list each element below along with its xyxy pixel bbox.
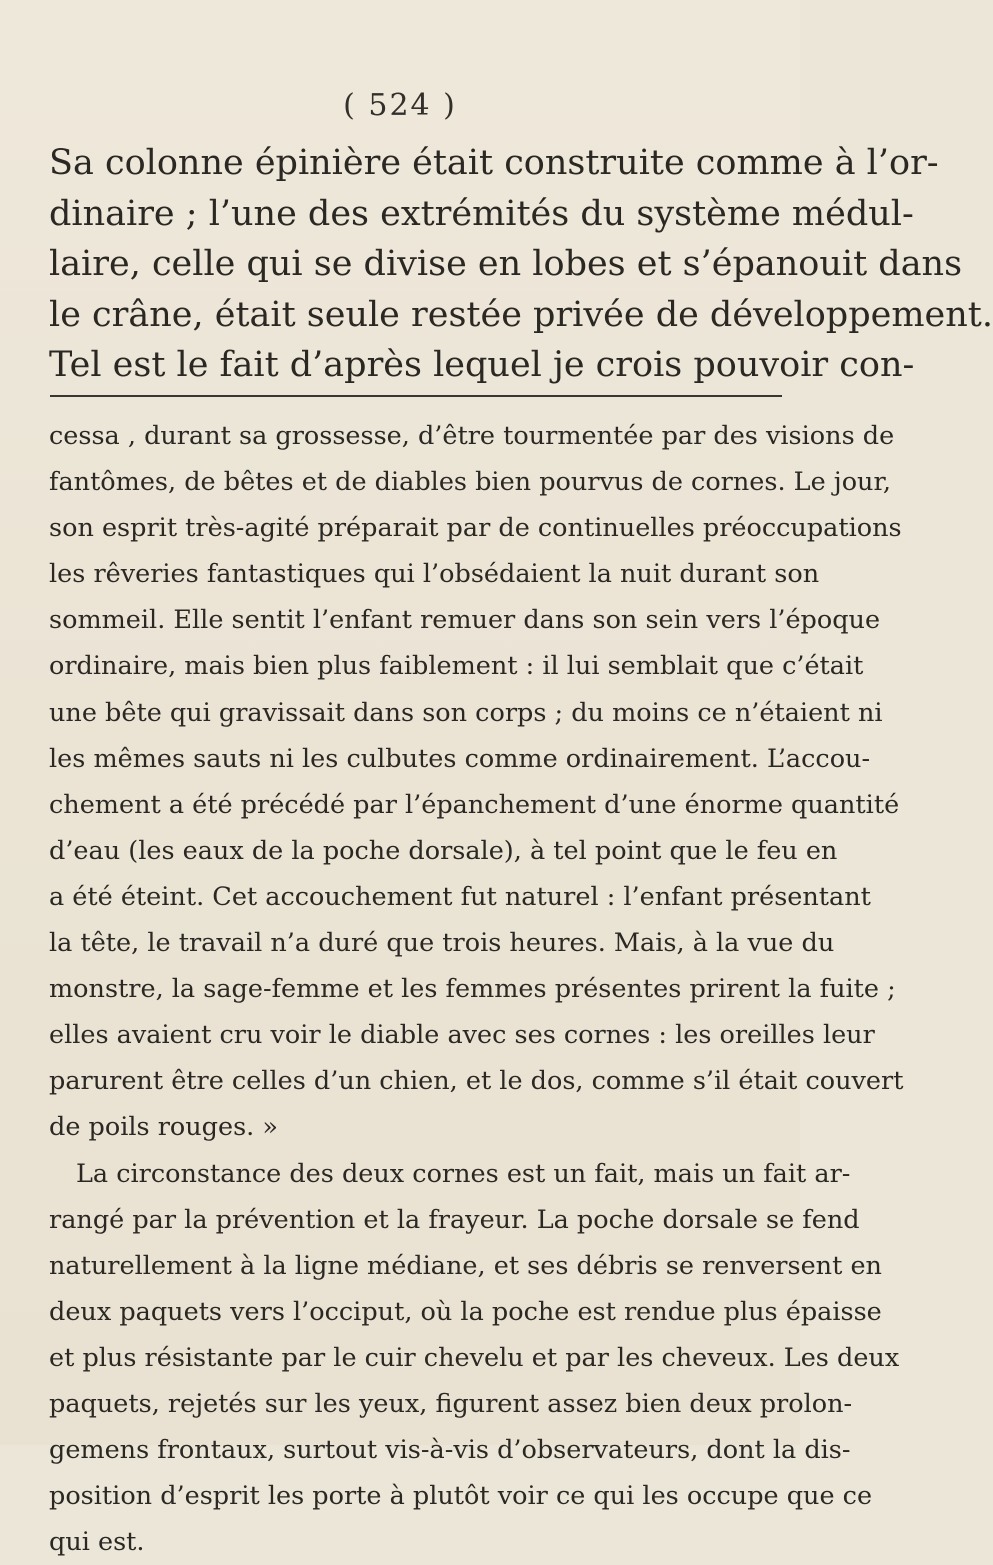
- page-number: ( 524 ): [343, 88, 457, 123]
- text-line: Sa colonne épinière était construite comme à l’or-: [49, 143, 939, 183]
- text-line: une bête qui gravissait dans son corps ; du moins ce n’étaient ni: [49, 697, 883, 728]
- text-line: cessa , durant sa grossesse, d’être tourmentée par des visions de: [49, 421, 895, 451]
- text-line: d’eau (les eaux de la poche dorsale), à tel point que le feu en: [49, 835, 838, 866]
- text-line: les mêmes sauts ni les culbutes comme ordinairement. L’accou-: [49, 743, 871, 774]
- main-text-block: [49, 138, 993, 391]
- text-line: la tête, le travail n’a duré que trois heures. Mais, à la vue du: [49, 928, 835, 959]
- section-divider: [50, 395, 782, 397]
- text-line: les rêveries fantastiques qui l’obsédaient la nuit durant son: [49, 559, 820, 590]
- text-line: ordinaire, mais bien plus faiblement : il lui semblait que c’était: [49, 651, 864, 682]
- text-line: position d’esprit les porte à plutôt voir ce qui les occupe que ce: [49, 1481, 873, 1512]
- text-line: qui est.: [49, 1527, 145, 1558]
- text-line: monstre, la sage-femme et les femmes présentes prirent la fuite ;: [49, 974, 896, 1005]
- text-line: son esprit très-agité préparait par de continuelles préoccupations: [49, 513, 902, 544]
- text-line: a été éteint. Cet accouchement fut naturel : l’enfant présentant: [49, 881, 871, 912]
- text-line: sommeil. Elle sentit l’enfant remuer dans son sein vers l’époque: [49, 605, 881, 636]
- text-line: fantômes, de bêtes et de diables bien pourvus de cornes. Le jour,: [49, 467, 891, 498]
- text-line: paquets, rejetés sur les yeux, figurent assez bien deux prolon-: [49, 1388, 853, 1419]
- text-line: le crâne, était seule restée privée de développement.: [49, 294, 993, 335]
- text-line: Tel est le fait d’après lequel je crois pouvoir con-: [49, 345, 915, 385]
- text-line: chement a été précédé par l’épanchement d’une énorme quantité: [49, 789, 900, 820]
- text-line: parurent être celles d’un chien, et le dos, comme s’il était couvert: [49, 1066, 904, 1097]
- text-line: laire, celle qui se divise en lobes et s’épanouit dans: [49, 244, 963, 284]
- text-line: dinaire ; l’une des extrémités du système médul-: [49, 193, 914, 234]
- text-line: elles avaient cru voir le diable avec ses cornes : les oreilles leur: [49, 1020, 875, 1051]
- text-line: deux paquets vers l’occiput, où la poche est rendue plus épaisse: [49, 1296, 882, 1327]
- quoted-text-block: [49, 413, 904, 1565]
- text-line: et plus résistante par le cuir chevelu et par les cheveux. Les deux: [49, 1342, 900, 1373]
- text-line: naturellement à la ligne médiane, et ses débris se renversent en: [49, 1250, 882, 1281]
- text-line: La circonstance des deux cornes est un fait, mais un fait ar-: [76, 1158, 851, 1189]
- text-line: de poils rouges. »: [49, 1112, 278, 1143]
- text-line: rangé par la prévention et la frayeur. La poche dorsale se fend: [49, 1204, 860, 1235]
- text-line: gemens frontaux, surtout vis-à-vis d’observateurs, dont la dis-: [49, 1435, 851, 1466]
